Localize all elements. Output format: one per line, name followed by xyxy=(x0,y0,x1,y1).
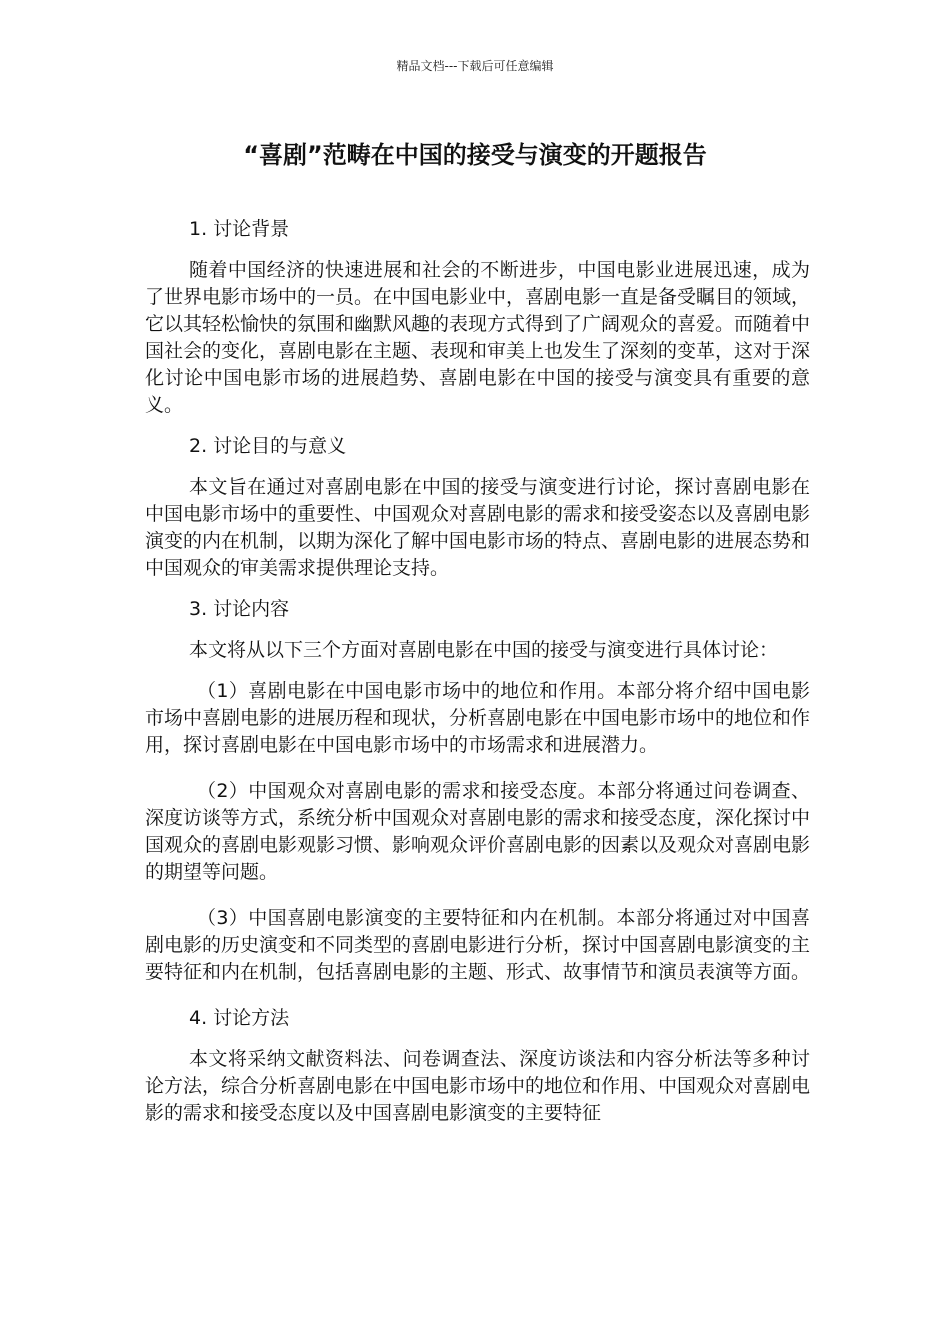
section-heading-content: 3. 讨论内容 xyxy=(189,598,290,620)
paragraph-background: 随着中国经济的快速进展和社会的不断进步，中国电影业进展迅速，成为了世界电影市场中的一员。在中国电影业中，喜剧电影一直是备受瞩目的领域，它以其轻松愉快的氛围和幽默风趣的表现方式得到了广阔观众的喜爱。而随着中国社会的变化，喜剧电影在主题、表现和审美上也发生了深刻的变革，这对于深化讨论中国电影市场的进展趋势、喜剧电影在中国的接受与演变具有重要的意义。 xyxy=(145,259,811,416)
paragraph-purpose: 本文旨在通过对喜剧电影在中国的接受与演变进行讨论，探讨喜剧电影在中国电影市场中的重要性、中国观众对喜剧电影的需求和接受姿态以及喜剧电影演变的内在机制，以期为深化了解中国电影市场的特点、喜剧电影的进展态势和中国观众的审美需求提供理论支持。 xyxy=(145,476,811,579)
document-title: “喜剧”范畴在中国的接受与演变的开题报告 xyxy=(243,141,707,169)
list-item: （3）中国喜剧电影演变的主要特征和内在机制。本部分将通过对中国喜剧电影的历史演变和不同类型的喜剧电影进行分析，探讨中国喜剧电影演变的主要特征和内在机制，包括喜剧电影的主题、形式、故事情节和演员表演等方面。 xyxy=(145,907,811,983)
paragraph-content-intro: 本文将从以下三个方面对喜剧电影在中国的接受与演变进行具体讨论： xyxy=(189,639,779,661)
section-heading-method: 4. 讨论方法 xyxy=(189,1007,290,1029)
header-note: 精品文档---下载后可任意编辑 xyxy=(396,59,554,73)
list-item: （1）喜剧电影在中国电影市场中的地位和作用。本部分将介绍中国电影市场中喜剧电影的进展历程和现状，分析喜剧电影在中国电影市场中的地位和作用，探讨喜剧电影在中国电影市场中的市场需求和进展潜力。 xyxy=(145,680,811,756)
section-heading-purpose: 2. 讨论目的与意义 xyxy=(189,435,347,457)
document-body xyxy=(145,216,810,1127)
section-heading-background: 1. 讨论背景 xyxy=(189,218,290,240)
list-item: （2）中国观众对喜剧电影的需求和接受态度。本部分将通过问卷调查、深度访谈等方式，系统分析中国观众对喜剧电影的需求和接受态度，深化探讨中国观众的喜剧电影观影习惯、影响观众评价喜剧电影的因素以及观众对喜剧电影的期望等问题。 xyxy=(145,780,811,883)
paragraph-method: 本文将采纳文献资料法、问卷调查法、深度访谈法和内容分析法等多种讨论方法，综合分析喜剧电影在中国电影市场中的地位和作用、中国观众对喜剧电影的需求和接受态度以及中国喜剧电影演变的主要特征 xyxy=(145,1048,811,1124)
